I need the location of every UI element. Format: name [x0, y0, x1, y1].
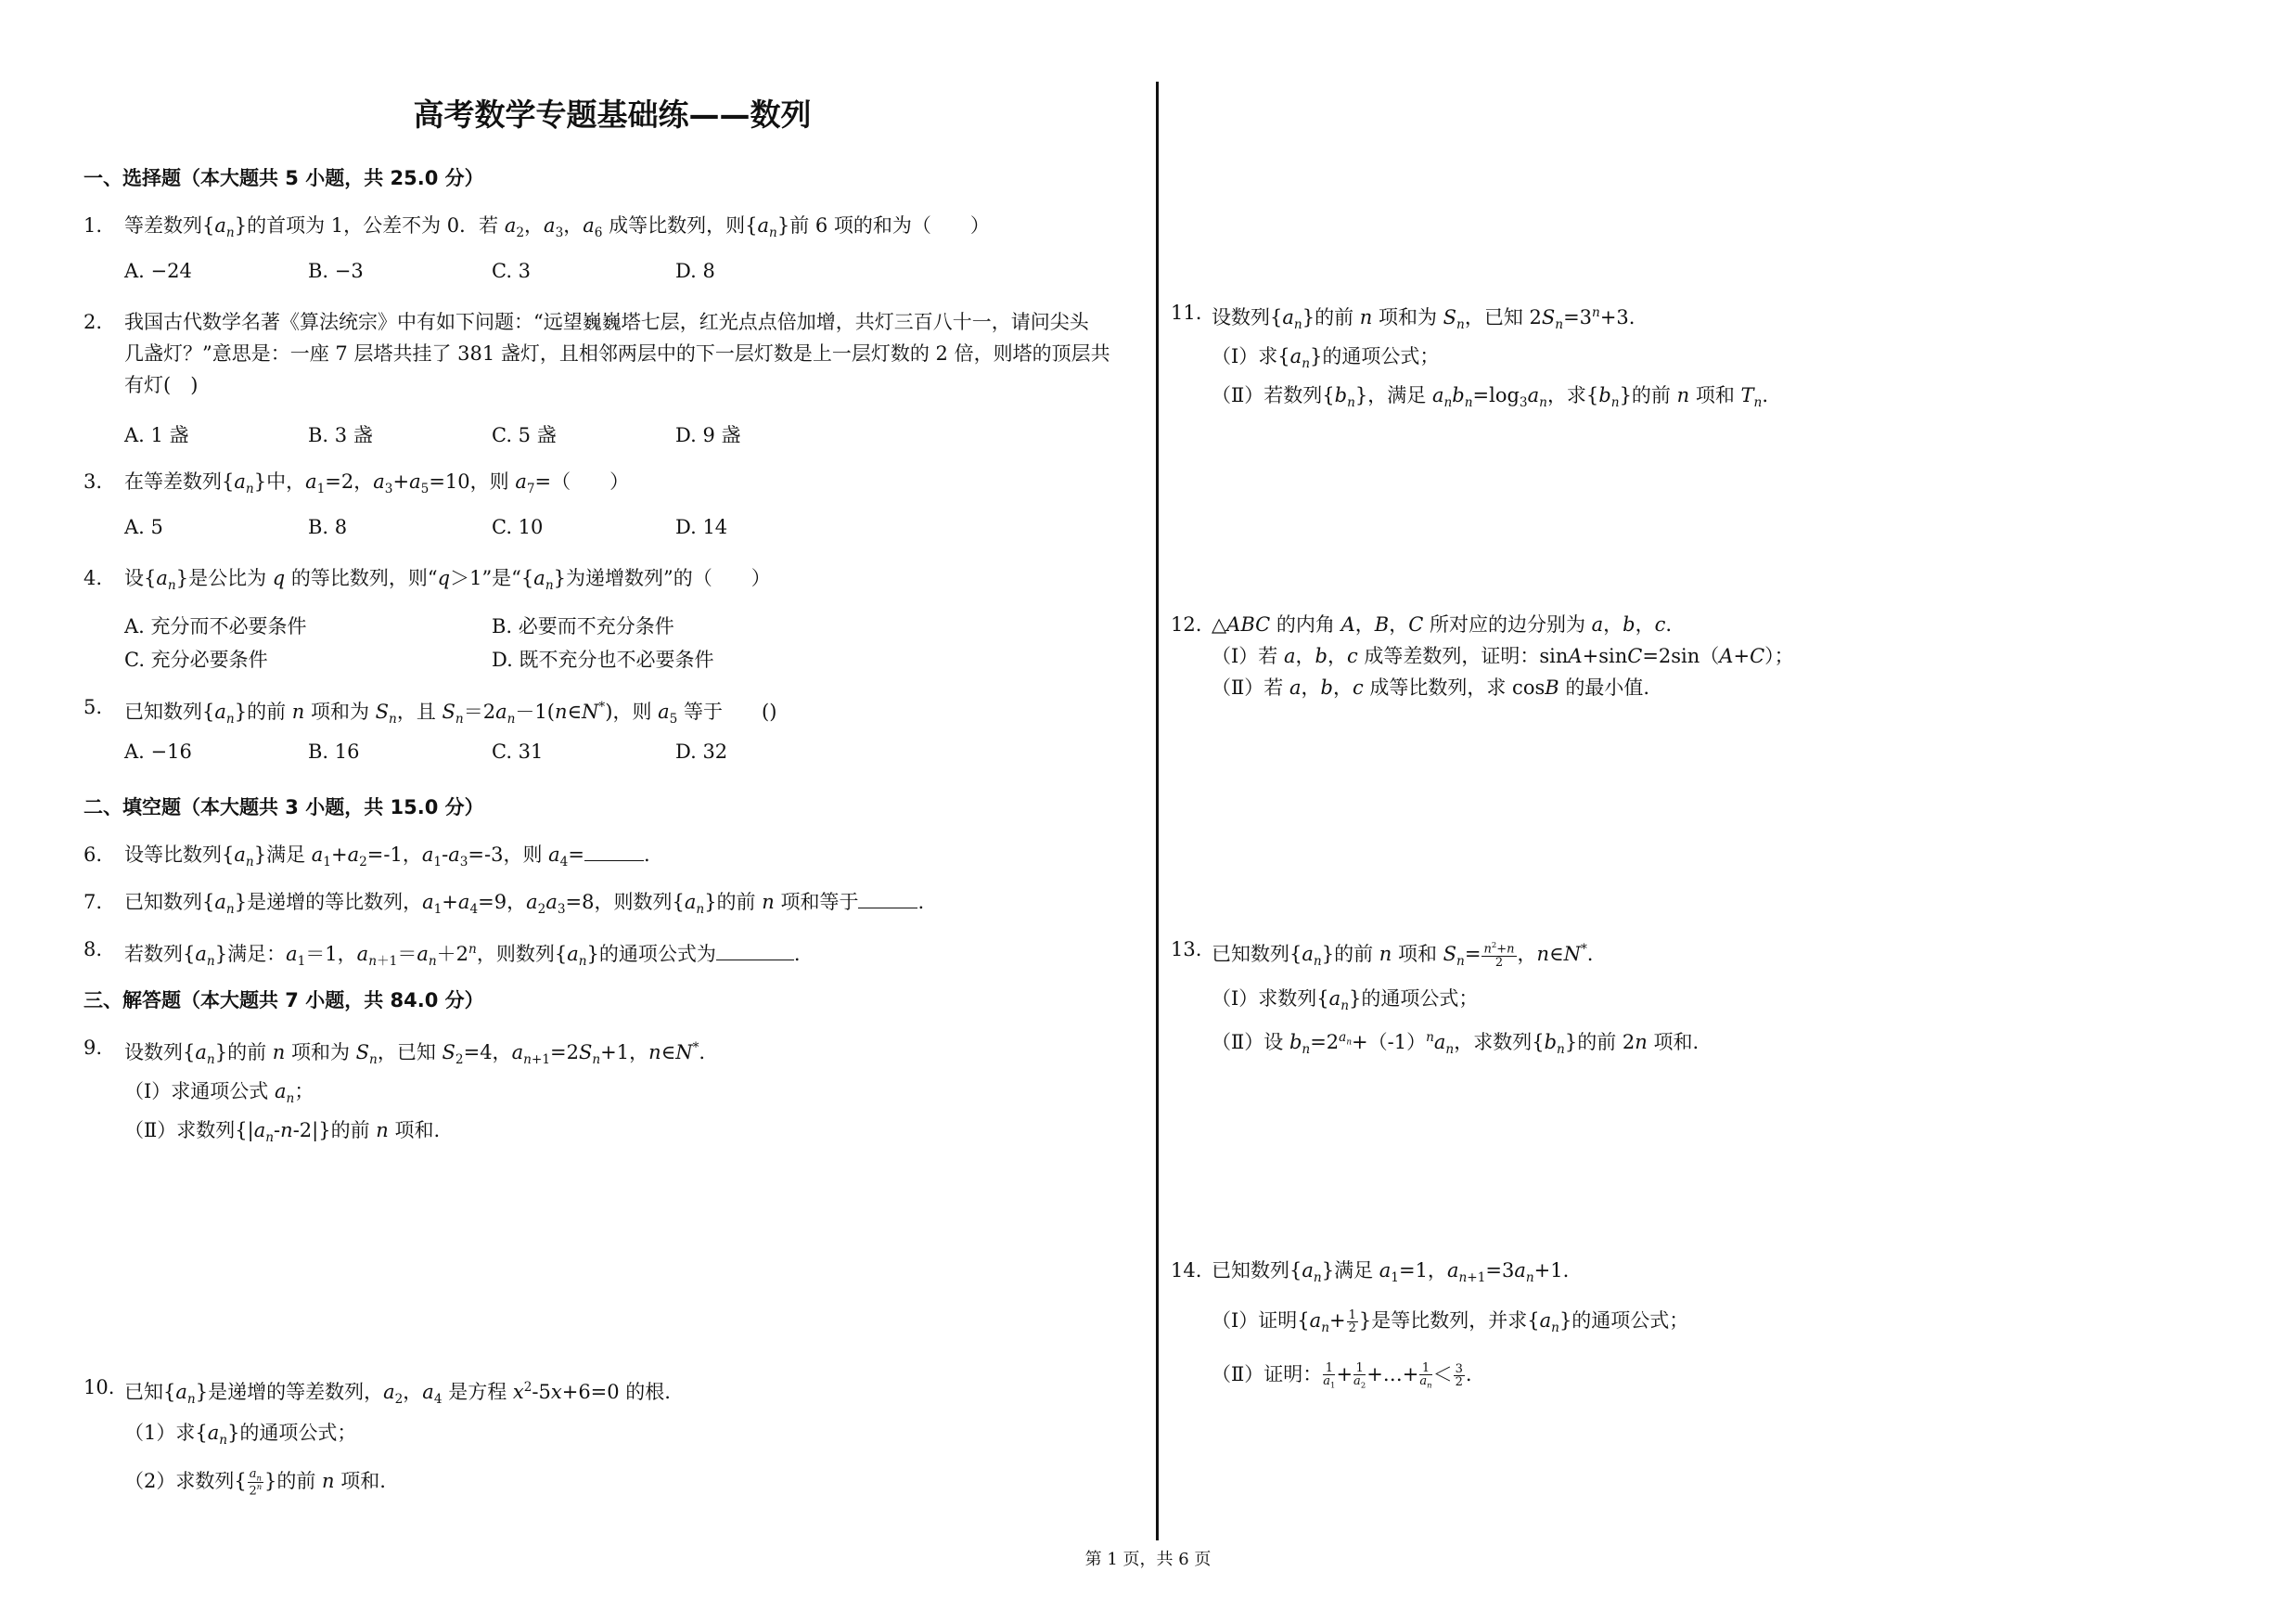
question-text: 设数列$\{a_n\}$的前 n 项和为 $S_n$，已知 $2S_n=3^n+3$.: [1212, 305, 1635, 333]
option-d: D. 14: [675, 516, 728, 538]
question-number: 12.: [1171, 613, 1202, 636]
section-heading-fill: 二、填空题（本大题共 3 小题，共 15.0 分）: [83, 796, 484, 818]
question-1: [83, 210, 1141, 249]
option-c: C. 充分必要条件: [124, 649, 268, 671]
question-11: [1171, 297, 2228, 419]
question-text: 已知数列$\{a_n\}$是递增的等比数列，$a_1+a_4=9$，$a_2a_3=8$，则数列$\{a_n\}$的前 n 项和等于 .: [124, 891, 925, 918]
option-d: D. 8: [675, 260, 715, 282]
option-c: C. 31: [492, 741, 544, 763]
options-q1: [124, 260, 859, 282]
question-7: [83, 886, 1141, 925]
question-3: [83, 466, 1141, 505]
question-5: [83, 691, 1141, 735]
question-text: 在等差数列$\{a_n\}$中，$a_1=2$，$a_3+a_5=10$，则 $a_7=$（ ）: [124, 470, 630, 497]
question-number: 1.: [83, 214, 103, 237]
question-part-2: （Ⅱ）求数列$\{|a_n-n-2|\}$的前 n 项和.: [124, 1119, 441, 1146]
option-c: C. 10: [492, 516, 544, 538]
option-d: D. 既不充分也不必要条件: [492, 649, 714, 671]
section-heading-answer: 三、解答题（本大题共 7 小题，共 84.0 分）: [83, 989, 484, 1011]
question-8: [83, 934, 1141, 977]
question-text: 已知数列$\{a_n\}$的前 n 项和 $S_n=$ $\frac{n^2+n}{2}$ ，n∈N*.: [1212, 940, 1594, 971]
question-number: 10.: [83, 1376, 115, 1398]
question-part-2: （Ⅱ）若数列$\{b_n\}$，满足 $a_nb_n=\log_3a_n$，求$\{b_n\}$的前 n 项和 $T_n$.: [1212, 384, 1768, 411]
question-13: [1171, 934, 2228, 1066]
question-number: 3.: [83, 470, 103, 493]
question-2: [83, 306, 1141, 401]
options-q4: [124, 611, 714, 676]
option-a: A. 1 盏: [124, 424, 189, 446]
question-4: [83, 562, 1141, 601]
question-part-1: （Ⅰ）求通项公式 $a_n$；: [124, 1080, 314, 1107]
question-text: 等差数列$\{a_n\}$的首项为 1，公差不为 0．若 $a_2$，$a_3$，$a_6$ 成等比数列，则$\{a_n\}$前 6 项的和为（ ）: [124, 214, 990, 241]
question-part-1: （Ⅰ）求数列$\{a_n\}$的通项公式；: [1212, 987, 1479, 1014]
question-number: 11.: [1171, 302, 1202, 324]
question-text: △ABC 的内角 A，B，C 所对应的边分别为 a，b，c.: [1212, 613, 1673, 636]
question-number: 5.: [83, 696, 103, 718]
option-b: B. −3: [308, 260, 364, 282]
question-number: 13.: [1171, 938, 1202, 960]
question-part-2: （2）求数列{ $\frac{a_n}{2^n}$ }的前 n 项和.: [124, 1466, 386, 1499]
question-part-1: （Ⅰ）证明{$a_n+$ $\frac{1}{2}$ }是等比数列，并求$\{a_n\}$的通项公式；: [1212, 1307, 1689, 1336]
question-number: 4.: [83, 567, 103, 589]
question-part-1: （Ⅰ）求$\{a_n\}$的通项公式；: [1212, 345, 1440, 372]
question-12: [1171, 609, 2228, 703]
option-b: B. 3 盏: [308, 424, 373, 446]
question-text: 我国古代数学名著《算法统宗》中有如下问题：“远望巍巍塔七层，红光点点倍加增，共灯三百八十一，请问尖头 几盏灯？”意思是：一座 7 层塔共挂了 381 盏灯，且相邻两层中的下一层灯数是上一层灯数的 2 倍，则塔的顶层共 有灯( ): [124, 311, 1110, 396]
question-number: 14.: [1171, 1259, 1202, 1282]
page-title: 高考数学专题基础练——数列: [413, 97, 812, 133]
option-a: A. 充分而不必要条件: [124, 615, 307, 638]
section-heading-choice: 一、选择题（本大题共 5 小题，共 25.0 分）: [83, 167, 484, 189]
option-d: D. 32: [675, 741, 728, 763]
option-a: A. −16: [124, 741, 192, 763]
question-14: [1171, 1255, 2228, 1390]
question-9: [83, 1032, 1141, 1154]
option-b: B. 16: [308, 741, 360, 763]
question-part-2: （Ⅱ）证明： $\frac{1}{a_1}$ + $\frac{1}{a_2}$ +…+ $\frac{1}{a_n}$ ＜ $\frac{3}{2}$ .: [1212, 1360, 1472, 1391]
question-text: 已知$\{a_n\}$是递增的等差数列，$a_2$，$a_4$ 是方程 $x^2-5x+6=0$ 的根.: [124, 1380, 671, 1408]
question-number: 7.: [83, 891, 103, 913]
question-text: 设$\{a_n\}$是公比为 q 的等比数列，则“q＞1”是“$\{a_n\}$为递增数列”的（ ）: [124, 567, 771, 594]
question-number: 6.: [83, 844, 103, 866]
option-b: B. 必要而不充分条件: [492, 615, 674, 638]
question-text: 已知数列$\{a_n\}$的前 n 项和为 $S_n$，且 $S_n=2a_n-1(n\in N^*)$，则 $a_5$ 等于 (): [124, 700, 777, 728]
question-text: 已知数列$\{a_n\}$满足 $a_1=1$，$a_{n+1}=3a_n+1$.: [1212, 1259, 1570, 1286]
question-10: [83, 1372, 1141, 1498]
options-q3: [124, 516, 859, 538]
option-d: D. 9 盏: [675, 424, 741, 446]
question-number: 2.: [83, 311, 103, 333]
option-b: B. 8: [308, 516, 348, 538]
question-part-2: （Ⅱ）设 $b_n=2^{a_n}+(-1)^na_n$，求数列$\{b_n\}$的前 2n 项和.: [1212, 1030, 1700, 1058]
page-footer: 第 1 页，共 6 页: [1084, 1550, 1212, 1569]
question-number: 9.: [83, 1037, 103, 1059]
options-q2: [124, 420, 859, 448]
option-a: A. −24: [124, 260, 192, 282]
question-text: 设等比数列$\{a_n\}$满足 $a_1+a_2=-1$，$a_1-a_3=-3$，则 $a_4=$ .: [124, 844, 650, 870]
question-text: 设数列$\{a_n\}$的前 n 项和为 $S_n$，已知 $S_2=4$，$a_{n+1}=2S_n+1$，n∈N*.: [124, 1040, 706, 1068]
option-a: A. 5: [124, 516, 163, 538]
column-divider: [1156, 82, 1159, 1540]
question-number: 8.: [83, 938, 103, 960]
question-part-1: （Ⅰ）若 a，b，c 成等差数列，证明：sinA+sinC=2sin（A+C）；: [1212, 645, 1794, 667]
question-6: [83, 839, 1141, 878]
option-c: C. 5 盏: [492, 424, 557, 446]
question-part-2: （Ⅱ）若 a，b，c 成等比数列，求 cosB 的最小值.: [1212, 676, 1650, 699]
question-text: 若数列$\{a_n\}$满足：$a_1=1$，$a_{n+1}=a_n+2^n$，则数列$\{a_n\}$的通项公式为 .: [124, 942, 801, 970]
option-c: C. 3: [492, 260, 532, 282]
question-part-1: （1）求$\{a_n\}$的通项公式；: [124, 1422, 357, 1449]
options-q5: [124, 741, 859, 763]
